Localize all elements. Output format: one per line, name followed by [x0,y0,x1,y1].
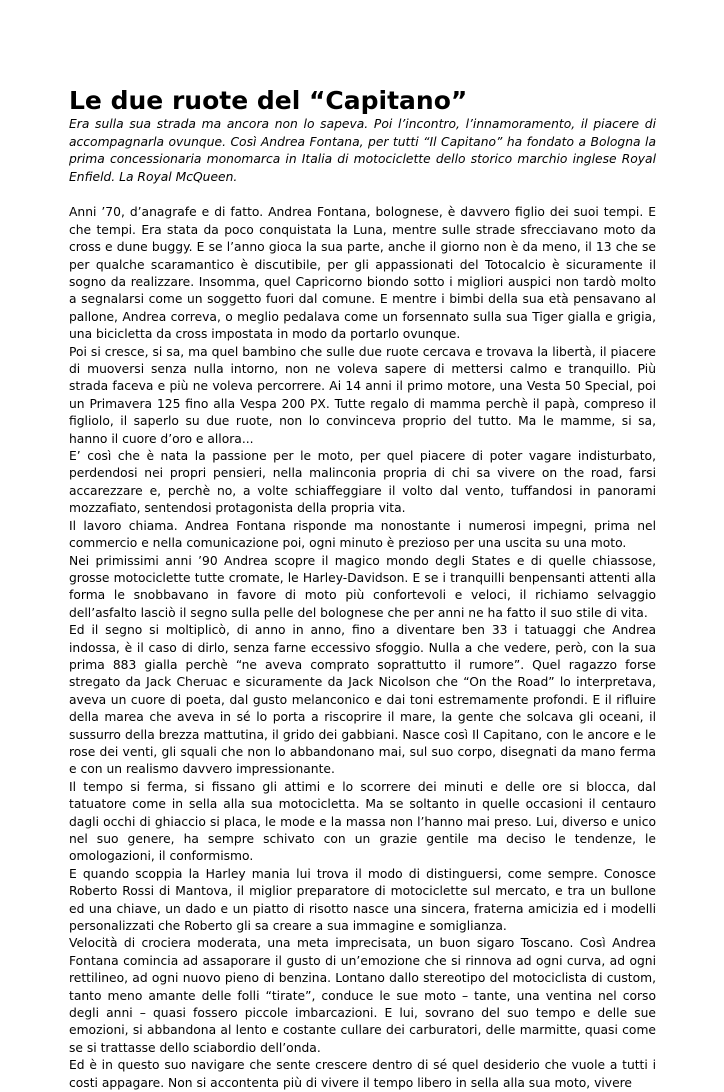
article-paragraph: Velocità di crociera moderata, una meta imprecisata, un buon sigaro Toscano. Così Andrea Fontana comincia ad assaporare il gusto di un’emozione che si rinnova ad ogni curva, ad ogni rettilineo, ad ogni nuovo pieno di benzina. Lontano dallo stereotipo del motociclista di custom, tanto meno amante delle folli “tirate”, conduce le sue moto – tante, una ventina nel corso degli anni – quasi fossero piccole imbarcazioni. E lui, sovrano del suo tempo e delle sue emozioni, si abbandona al lento e costante cullare dei carburatori, delle marmitte, quasi come se si trattasse dello sciabordio dell’onda. [69,936,656,1055]
article-paragraph: Poi si cresce, si sa, ma quel bambino che sulle due ruote cercava e trovava la libertà, il piacere di muoversi senza nulla intorno, non ne voleva sapere di mettersi calmo e tranquillo. Più strada faceva e più ne voleva percorrere. Ai 14 anni il primo motore, una Vesta 50 Special, poi un Primavera 125 fino alla Vespa 200 PX. Tutte regalo di mamma perchè il papà, compreso il figliolo, il saperlo su due ruote, non lo convinceva proprio del tutto. Ma le mamme, si sa, hanno il cuore d’oro e allora... [69,344,656,446]
article-paragraph: Anni ’70, d’anagrafe e di fatto. Andrea Fontana, bolognese, è davvero figlio dei suoi tempi. E che tempi. Era stata da poco conquistata la Luna, mentre sulle strade sfrecciavano moto da cross e dune buggy. E se l’anno gioca la sua parte, anche il giorno non è da meno, il 13 che se per qualche scaramantico è discutibile, per gli appassionati del Totocalcio è sicuramente il sogno da realizzare. Insomma, quel Capricorno biondo sotto i migliori auspici non tardò molto a segnalarsi come un soggetto fuori dal comune. E mentre i bimbi della sua età pensavano al pallone, Andrea correva, o meglio pedalava come un forsennato sulla sua Tiger gialla e grigia, una bicicletta da cross impostata in modo da portarlo ovunque. [69,205,656,342]
article-paragraph: Il lavoro chiama. Andrea Fontana risponde ma nonostante i numerosi impegni, prima nel commercio e nella comunicazione poi, ogni minuto è prezioso per una uscita su una moto. [69,518,656,551]
article-paragraph: Il tempo si ferma, si fissano gli attimi e lo scorrere dei minuti e delle ore si blocca, dal tatuatore come in sella alla sua motocicletta. Ma se soltanto in quelle occasioni il centauro dagli occhi di ghiaccio si placa, le mode e la massa non l’hanno mai preso. Lui, diverso e unico nel suo genere, ha sempre schivato con un grazie gentile ma deciso le tendenze, le omologazioni, il conformismo. [69,779,656,864]
article-paragraph: Ed è in questo suo navigare che sente crescere dentro di sé quel desiderio che vuole a tutti i costi appagare. Non si accontenta più di vivere il tempo libero in sella alla sua moto, vivere [69,1058,656,1090]
article-title: Le due ruote del “Capitano” [69,86,468,115]
article-paragraph: E quando scoppia la Harley mania lui trova il modo di distinguersi, come sempre. Conosce Roberto Rossi di Mantova, il miglior preparatore di motociclette sul mercato, e tra un bullone ed una chiave, un dado e un piatto di risotto nasce una sincera, fraterna amicizia ed i modelli personalizzati che Roberto gli sa creare a sua immagine e somiglianza. [69,866,656,934]
article-paragraph: Nei primissimi anni ’90 Andrea scopre il magico mondo degli States e di quelle chiassose, grosse motociclette tutte cromate, le Harley-Davidson. E se i tranquilli benpensanti attenti alla forma le snobbavano in favore di moto più confortevoli e veloci, il richiamo selvaggio dell’asfalto lasciò il segno sulla pelle del bolognese che per anni ne ha fatto il suo stile di vita. [69,553,656,620]
article-paragraph: Ed il segno si moltiplicò, di anno in anno, fino a diventare ben 33 i tatuaggi che Andrea indossa, è il caso di dirlo, senza farne eccessivo sfoggio. Nulla a che vedere, però, con la sua prima 883 gialla perchè “ne aveva comprato soprattutto il rumore”. Quel ragazzo forse stregato da Jack Cheruac e sicuramente da Jack Nicolson che “On the Road” lo interpretava, aveva un cuore di poeta, dal gusto melanconico e dai toni estremamente profondi. E il rifluire della marea che aveva in sé lo porta a riscoprire il mare, la gente che solcava gli oceani, il sussurro della brezza mattutina, il grido dei gabbiani. Nasce così Il Capitano, con le ancore e le rose dei venti, gli squali che non lo abbandonano mai, sul suo corpo, disegnati da mano ferma e con un realismo davvero impressionante. [69,623,656,777]
article-lead: Era sulla sua strada ma ancora non lo sapeva. Poi l’incontro, l’innamoramento, il piacere di accompagnarla ovunque. Così Andrea Fontana, per tutti “Il Capitano” ha fondato a Bologna la prima concessionaria monomarca in Italia di motociclette dello storico marchio inglese Royal Enfield. La Royal McQueen. [69,117,656,184]
article-paragraph: E’ così che è nata la passione per le moto, per quel piacere di poter vagare indisturbato, perdendosi nei propri pensieri, nella malinconia propria di chi sa vivere on the road, farsi accarezzare e, perchè no, a volte schiaffeggiare il volto dal vento, tuffandosi in panorami mozzafiato, sentendosi protagonista della propria vita. [69,449,656,516]
document-page [69,86,656,1092]
